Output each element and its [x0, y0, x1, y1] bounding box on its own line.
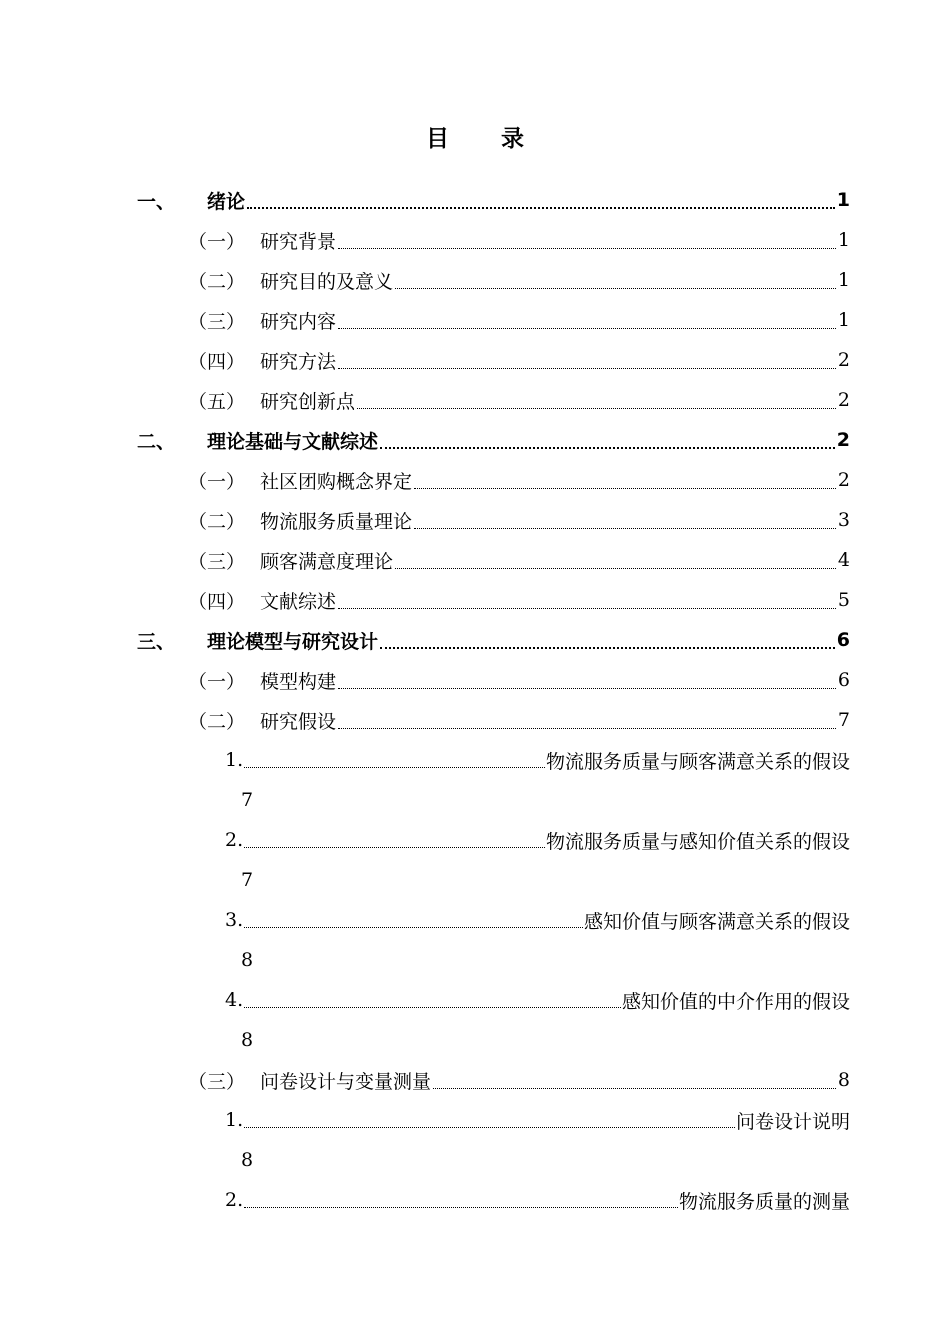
toc-label: 绪论 — [207, 190, 246, 213]
toc-entry-ch2-3[interactable] — [188, 540, 850, 580]
toc-label: 感知价值与顾客满意关系的假设 — [583, 910, 850, 933]
toc-label: 理论基础与文献综述 — [207, 430, 379, 453]
toc-entry-ch2[interactable] — [137, 420, 850, 460]
toc-number: （一） — [188, 470, 246, 493]
toc-label: 物流服务质量的测量 — [678, 1190, 850, 1213]
toc-number: 三、 — [137, 630, 176, 653]
toc-number: （二） — [188, 270, 246, 293]
toc-number: （一） — [188, 670, 246, 693]
dot-leader — [395, 568, 836, 569]
toc-page-number: 5 — [837, 589, 850, 611]
toc-page-number-wrapped: 7 — [241, 869, 254, 891]
toc-page-number: 4 — [837, 549, 850, 571]
toc-page-number: 6 — [836, 629, 850, 651]
toc-entry-ch3-2[interactable] — [188, 700, 850, 740]
toc-number: 1. — [225, 1109, 244, 1131]
toc-page-number: 2 — [837, 349, 850, 371]
toc-label: 研究目的及意义 — [260, 270, 394, 293]
dot-leader — [338, 328, 836, 329]
toc-entry-ch3-3[interactable] — [188, 1060, 850, 1100]
toc-page-number: 6 — [837, 669, 850, 691]
dot-leader — [244, 1207, 678, 1208]
title-char-1: 目 — [426, 125, 449, 152]
toc-page-number: 1 — [837, 229, 850, 251]
toc-label: 文献综述 — [260, 590, 337, 613]
toc-label: 研究假设 — [260, 710, 337, 733]
toc-number: 1. — [225, 749, 244, 771]
toc-page-number-wrapped: 8 — [241, 949, 254, 971]
dot-leader — [338, 728, 836, 729]
toc-page-number: 2 — [837, 469, 850, 491]
toc-page-number: 2 — [837, 389, 850, 411]
dot-leader — [414, 488, 836, 489]
dot-leader — [338, 248, 836, 249]
title-char-2: 录 — [501, 125, 524, 152]
dot-leader — [244, 847, 545, 848]
toc-label: 研究内容 — [260, 310, 337, 333]
toc-label: 物流服务质量与感知价值关系的假设 — [545, 830, 850, 853]
dot-leader — [247, 207, 835, 209]
toc-entry-ch1-3[interactable] — [188, 300, 850, 340]
toc-number: （二） — [188, 710, 246, 733]
toc-label: 问卷设计说明 — [735, 1110, 850, 1133]
dot-leader — [395, 288, 836, 289]
toc-number: （四） — [188, 350, 246, 373]
toc-number: 4. — [225, 989, 244, 1011]
toc-page-number: 1 — [836, 189, 850, 211]
toc-number: 二、 — [137, 430, 176, 453]
toc-page-number: 1 — [837, 269, 850, 291]
dot-leader — [380, 647, 835, 649]
toc-number: 一、 — [137, 190, 176, 213]
toc-page-number: 2 — [836, 429, 850, 451]
toc-number: （五） — [188, 390, 246, 413]
dot-leader — [338, 688, 836, 689]
toc-label: 社区团购概念界定 — [260, 470, 413, 493]
toc-label: 问卷设计与变量测量 — [260, 1070, 432, 1093]
toc-entry-ch3-2-4[interactable] — [225, 980, 850, 1020]
dot-leader — [380, 447, 835, 449]
toc-number: 2. — [225, 1189, 244, 1211]
toc-entry-ch3-2-1[interactable] — [225, 740, 850, 780]
toc-page-number: 3 — [837, 509, 850, 531]
toc-number: （一） — [188, 230, 246, 253]
toc-label: 模型构建 — [260, 670, 337, 693]
toc-page-number: 1 — [837, 309, 850, 331]
toc-entry-ch3-3-1[interactable] — [225, 1100, 850, 1140]
toc-number: （三） — [188, 310, 246, 333]
toc-label: 理论模型与研究设计 — [207, 630, 379, 653]
dot-leader — [357, 408, 836, 409]
toc-number: （二） — [188, 510, 246, 533]
dot-leader — [244, 1007, 621, 1008]
toc-number: 3. — [225, 909, 244, 931]
toc-label: 顾客满意度理论 — [260, 550, 394, 573]
toc-entry-ch2-4[interactable] — [188, 580, 850, 620]
dot-leader — [244, 1127, 735, 1128]
toc-page-number-wrapped: 7 — [241, 789, 254, 811]
toc-label: 研究背景 — [260, 230, 337, 253]
toc-number: 2. — [225, 829, 244, 851]
toc-entry-ch3-2-2[interactable] — [225, 820, 850, 860]
toc-label: 物流服务质量与顾客满意关系的假设 — [545, 750, 850, 773]
toc-page-number-wrapped: 8 — [241, 1029, 254, 1051]
toc-entry-ch1[interactable] — [137, 180, 850, 220]
toc-entry-ch3-2-3[interactable] — [225, 900, 850, 940]
toc-number: （三） — [188, 1070, 246, 1093]
toc-label: 研究创新点 — [260, 390, 356, 413]
toc-entry-ch3-1[interactable] — [188, 660, 850, 700]
toc-number: （三） — [188, 550, 246, 573]
toc-entry-ch1-4[interactable] — [188, 340, 850, 380]
toc-entry-ch3-3-2[interactable] — [225, 1180, 850, 1220]
toc-label: 物流服务质量理论 — [260, 510, 413, 533]
toc-page-number: 8 — [837, 1069, 850, 1091]
toc-entry-ch1-2[interactable] — [188, 260, 850, 300]
dot-leader — [244, 767, 545, 768]
toc-entry-ch1-5[interactable] — [188, 380, 850, 420]
dot-leader — [433, 1088, 836, 1089]
dot-leader — [338, 368, 836, 369]
dot-leader — [414, 528, 836, 529]
page-title — [0, 120, 950, 153]
toc-entry-ch1-1[interactable] — [188, 220, 850, 260]
toc-label: 研究方法 — [260, 350, 337, 373]
toc-entry-ch3[interactable] — [137, 620, 850, 660]
toc-entry-ch2-2[interactable] — [188, 500, 850, 540]
toc-page-number: 7 — [837, 709, 850, 731]
toc-label: 感知价值的中介作用的假设 — [621, 990, 850, 1013]
toc-number: （四） — [188, 590, 246, 613]
toc-entry-ch2-1[interactable] — [188, 460, 850, 500]
dot-leader — [244, 927, 583, 928]
toc-page-number-wrapped: 8 — [241, 1149, 254, 1171]
dot-leader — [338, 608, 836, 609]
